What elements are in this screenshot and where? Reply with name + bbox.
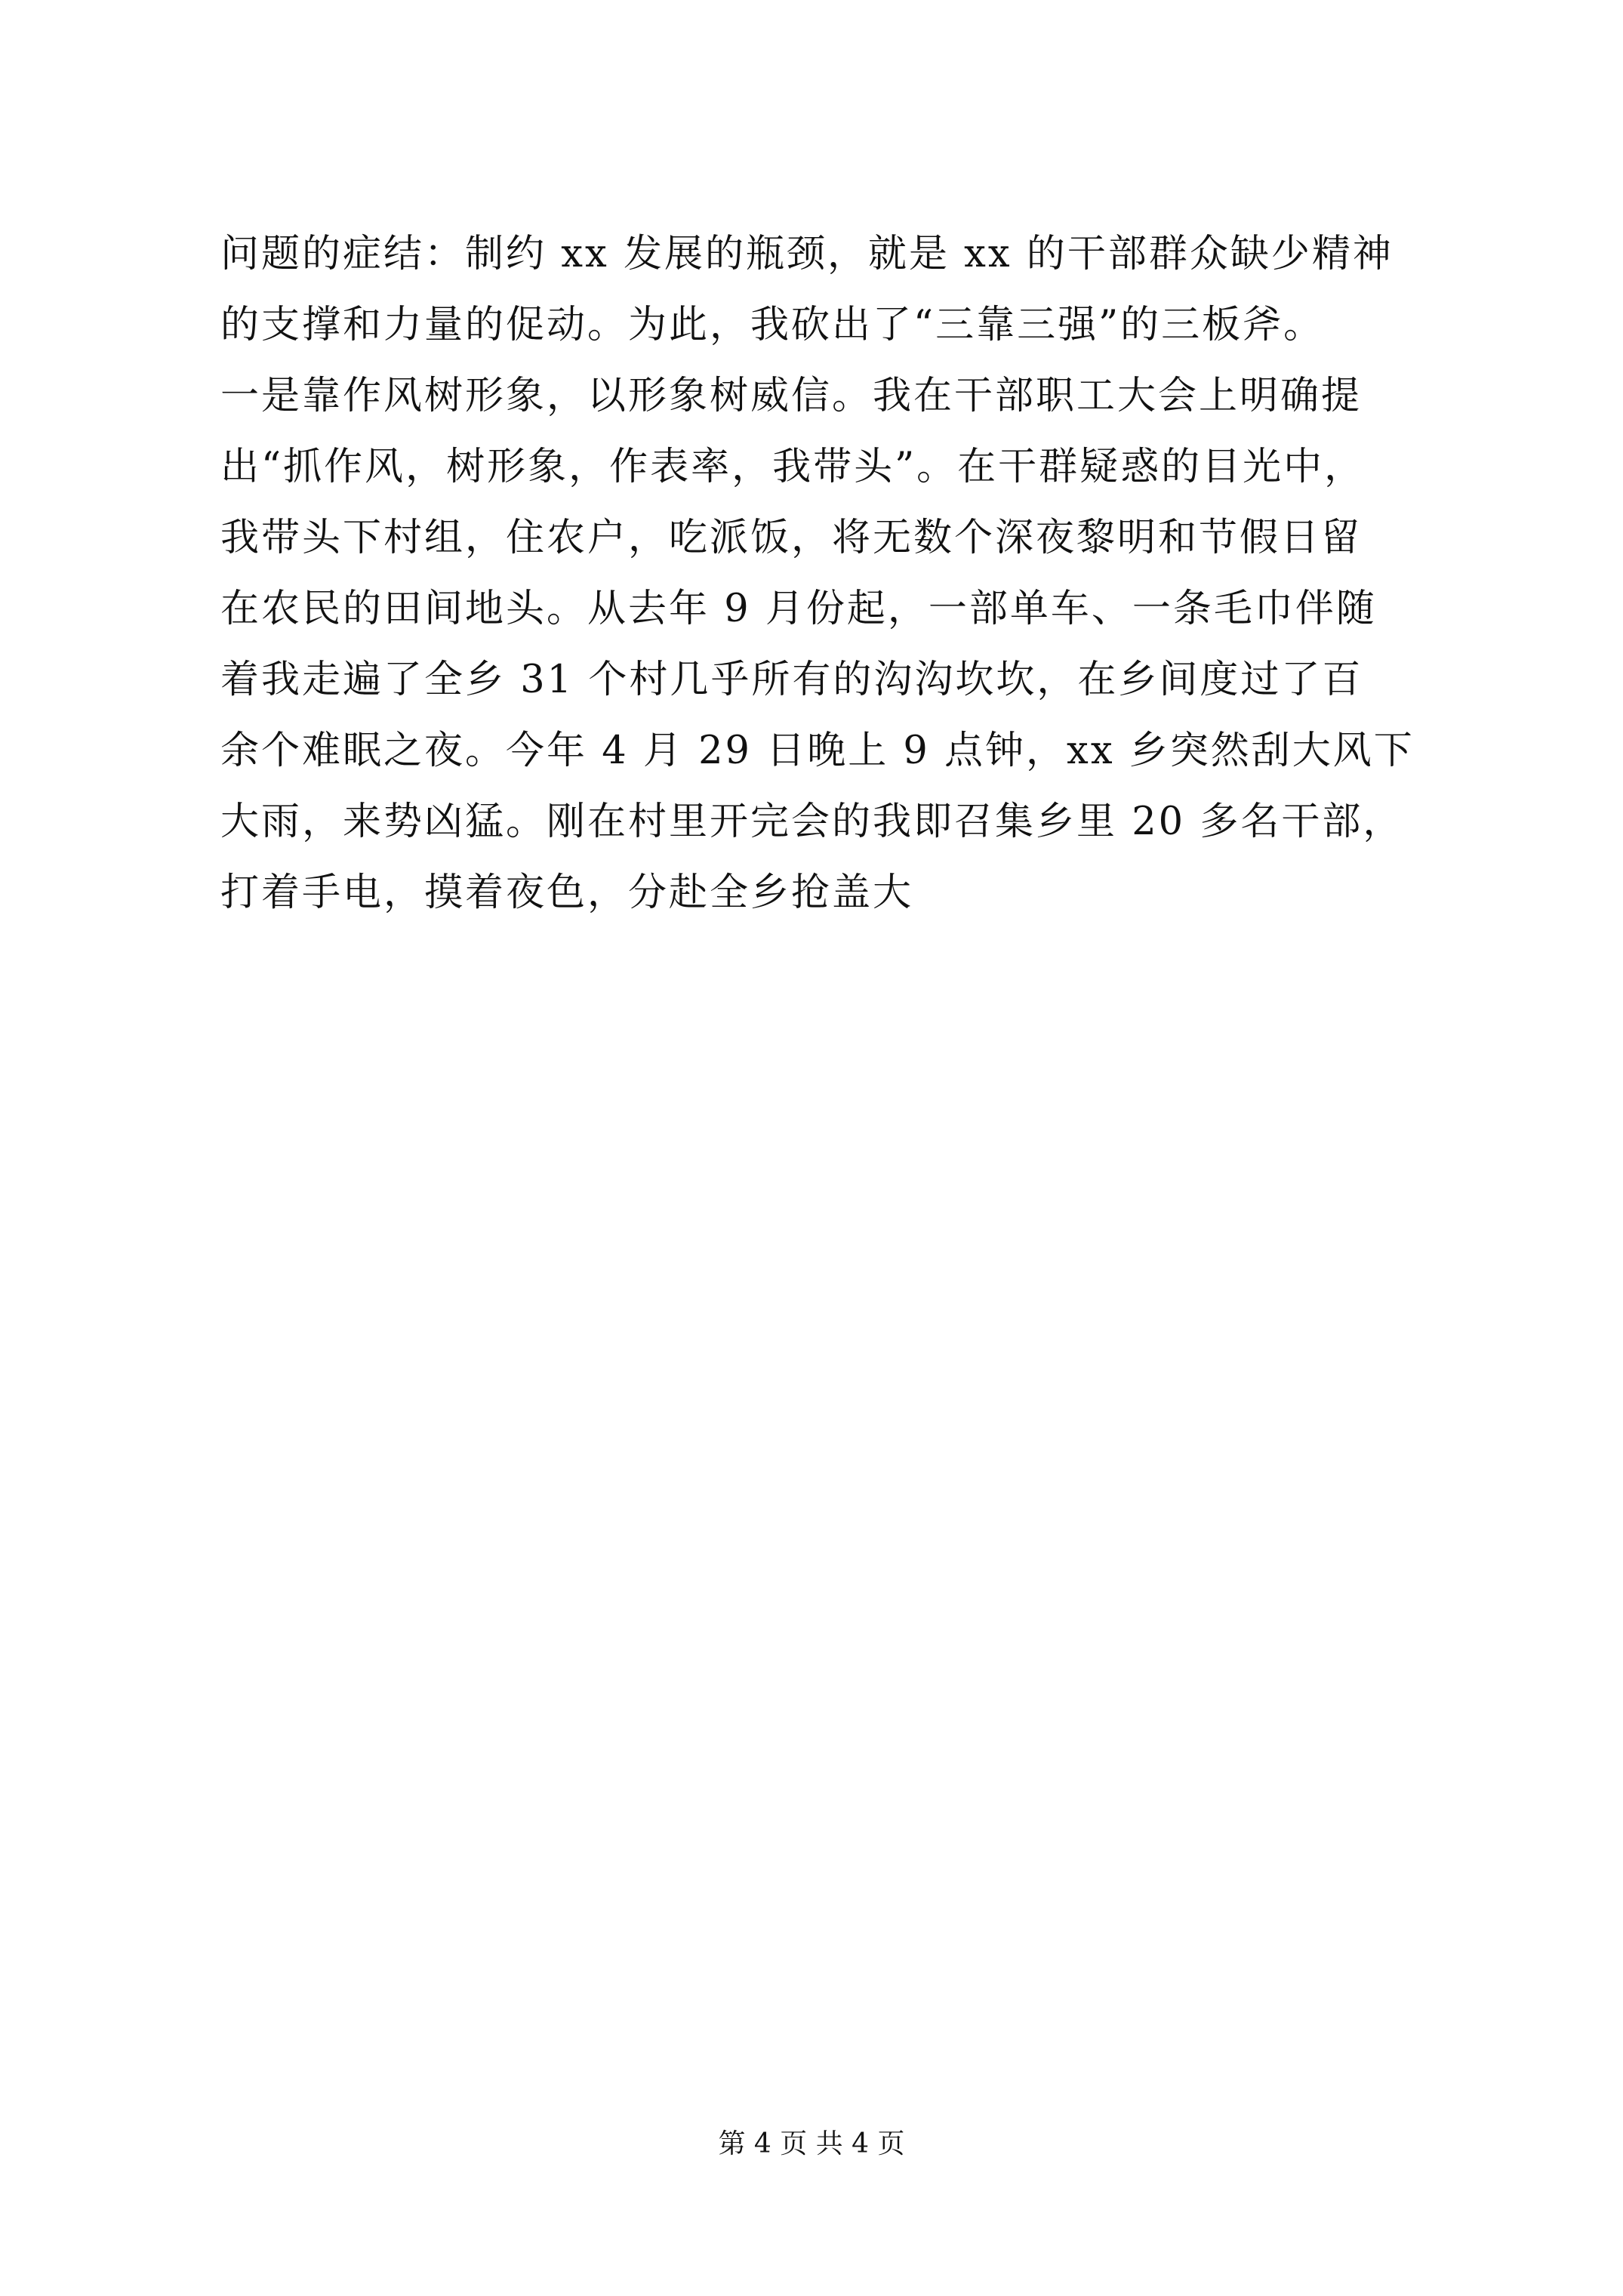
text-line-7: 着我走遍了全乡 31 个村几乎所有的沟沟坎坎，在乡间度过了百: [220, 658, 1363, 702]
text-line-1: 问题的症结：制约 xx 发展的瓶颈，就是 xx 的干部群众缺少精神: [220, 232, 1394, 276]
text-line-10: 打着手电，摸着夜色，分赴全乡抢盖大: [220, 871, 914, 915]
text-line-5: 我带头下村组，住农户，吃派饭，将无数个深夜黎明和节假日留: [220, 516, 1363, 560]
text-line-8: 余个难眠之夜。今年 4 月 29 日晚上 9 点钟，xx 乡突然刮大风下: [220, 729, 1415, 773]
text-line-9: 大雨，来势凶猛。刚在村里开完会的我即召集乡里 20 多名干部，: [220, 800, 1404, 844]
text-line-6: 在农民的田间地头。从去年 9 月份起，一部单车、一条毛巾伴随: [220, 587, 1377, 631]
text-line-3: 一是靠作风树形象，以形象树威信。我在干部职工大会上明确提: [220, 374, 1363, 418]
body-text: [0, 0, 1623, 1133]
text-line-4: 出“抓作风，树形象，作表率，我带头”。在干群疑惑的目光中，: [220, 445, 1366, 489]
page-footer: 第 4 页 共 4 页: [718, 2128, 905, 2159]
text-line-2: 的支撑和力量的促动。为此，我砍出了“三靠三强”的三板斧。: [220, 303, 1325, 347]
